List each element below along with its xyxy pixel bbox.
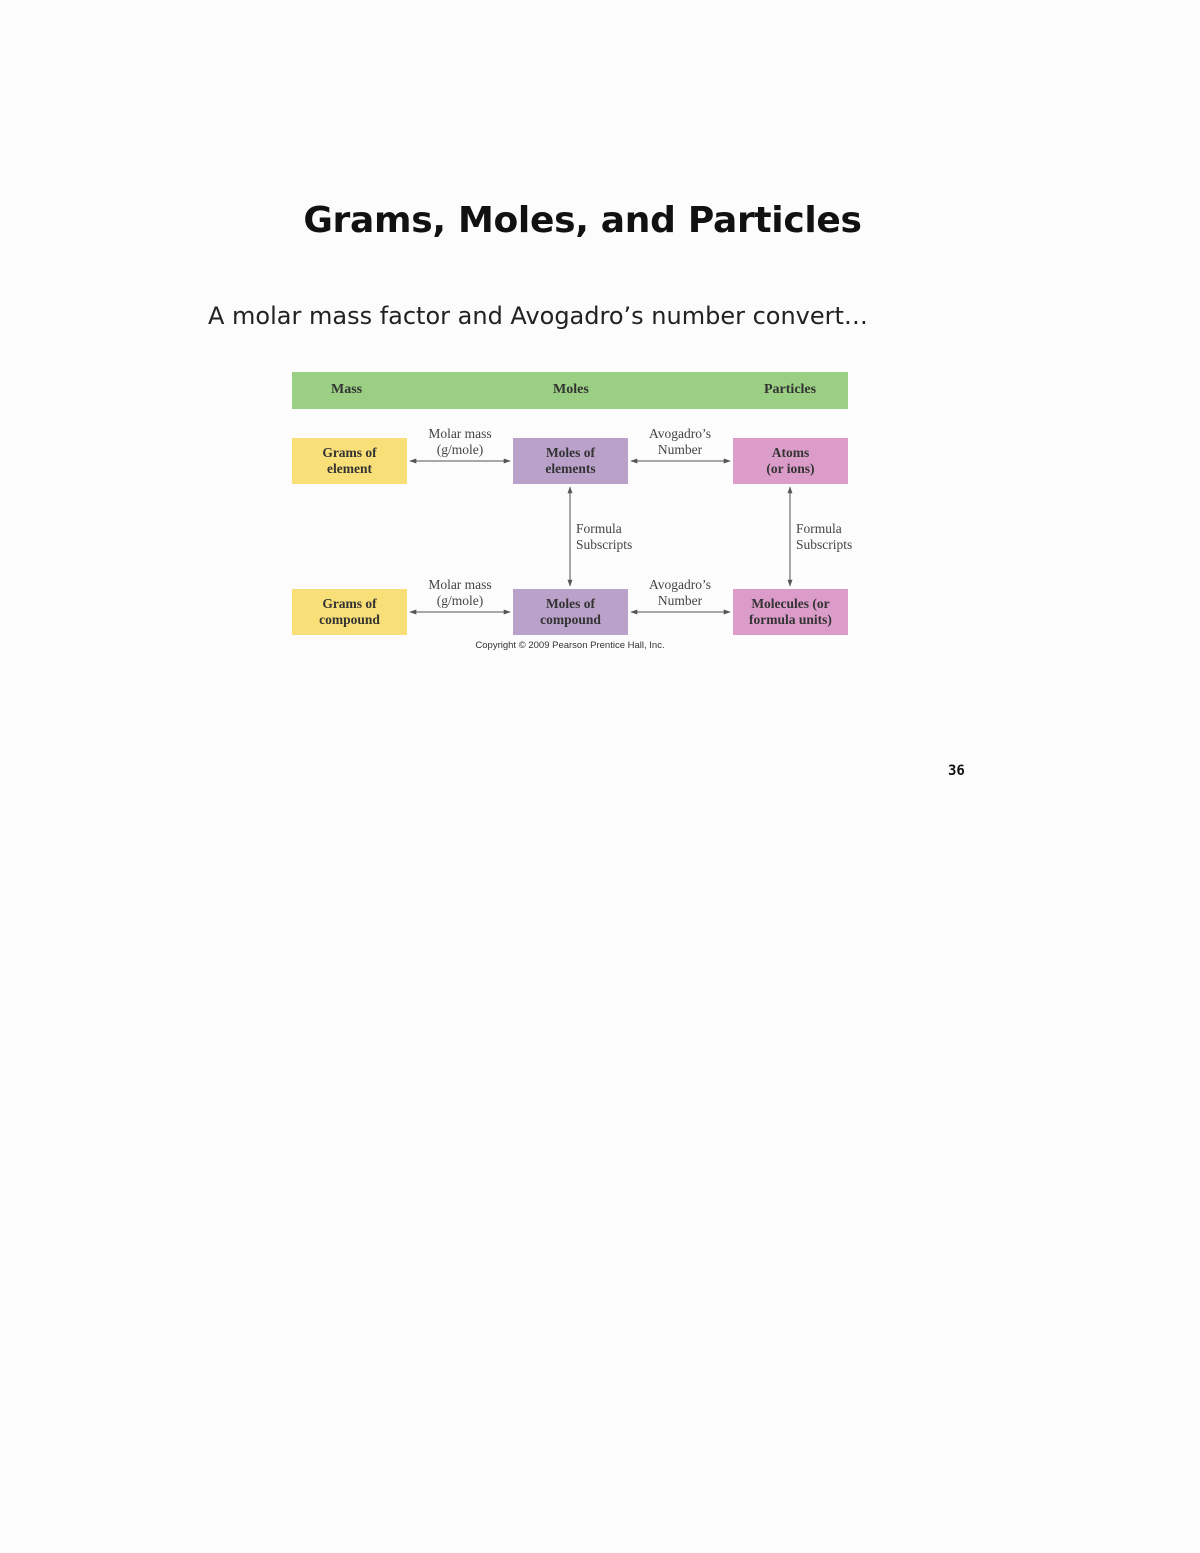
box-moles-of-compound: Moles of compound	[513, 589, 628, 635]
label-formula-subscripts-right: Formula Subscripts	[796, 521, 853, 552]
header-particles: Particles	[764, 382, 817, 397]
box-grams-of-element: Grams of element	[292, 438, 407, 484]
box-molecules: Molecules (or formula units)	[733, 589, 848, 635]
label-molar-mass-top: Molar mass (g/mole)	[428, 426, 492, 457]
header-moles: Moles	[553, 382, 589, 397]
box-moles-of-elements: Moles of elements	[513, 438, 628, 484]
label-avogadro-top: Avogadro’s Number	[649, 426, 711, 457]
page-number: 36	[948, 763, 965, 779]
header-mass: Mass	[331, 382, 363, 397]
label-formula-subscripts-left: Formula Subscripts	[576, 521, 633, 552]
label-avogadro-bottom: Avogadro’s Number	[649, 577, 711, 608]
box-atoms: Atoms (or ions)	[733, 438, 848, 484]
label-molar-mass-bottom: Molar mass (g/mole)	[428, 577, 492, 608]
copyright-notice: Copyright © 2009 Pearson Prentice Hall, Inc.	[475, 640, 665, 651]
page-title: Grams, Moles, and Particles	[303, 200, 862, 241]
box-grams-of-compound: Grams of compound	[292, 589, 407, 635]
subtitle: A molar mass factor and Avogadro’s number convert…	[208, 302, 868, 330]
diagram-header-bar	[292, 372, 848, 409]
